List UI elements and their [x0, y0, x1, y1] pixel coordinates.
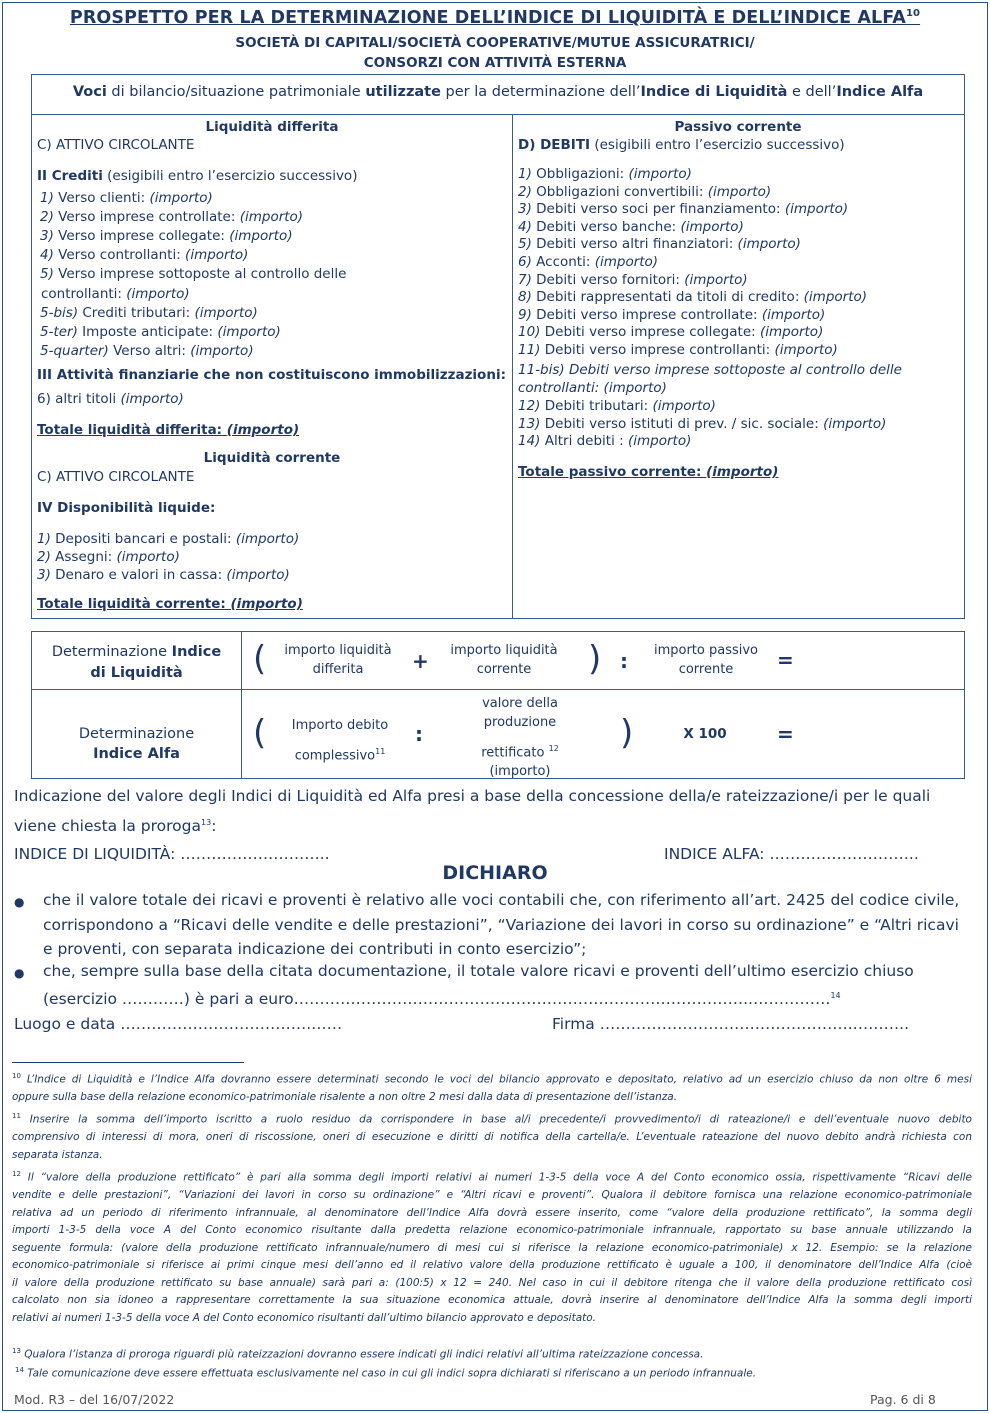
passivo-corrente-heading: Passivo corrente	[674, 119, 802, 135]
crediti-item-9: 5-quarter) Verso altri: (importo)	[40, 342, 254, 359]
footnote-12: $^{12}$ Il “valore della produzione rettificato” è pari alla somma degli importi relativi ai numeri 1-3-5 della voce A del Conto economico ossia, rispettivamente “Ricavi delle vendite e delle prestazioni”, “Variazioni dei lavori in corso su ordinazione” e “Altri ricavi e proventi”. Qualora il debitore fornisca una relazione economico-patrimoniale relativa ad un periodo di riferimento infrannuale, al denominatore dell’Indice Alfa dovrà essere inserito, come “valore della produzione rettificato”, la somma degli importi 1-3-5 della voce A del Conto economico risultante dalla predetta relazione economico-patrimoniale infrannuale, rapportato su base annuale utilizzando la seguente formula: (valore della produzione rettificato infrannuale/numero di mesi cui si riferisce la relazione economico-patrimoniale) x 12. Esempio: se la relazione economico-patrimoniale si riferisce ai primi cinque mesi dell’anno ed il relativo valore della produzione rettificato è uguale a 100, il denominatore dell’Indice Alfa (cioè il valore della produzione rettificato su base annuale) sarà pari a: (100:5) x 12 = 240. Nel caso in cui il debitore ritenga che il valore della produzione rettificato così calcolato non sia idoneo a rappresentare correttamente la sua situazione economica attuale, dovrà inserire al denominatore dell’Indice Alfa la somma degli importi relativi ai numeri 1-3-5 della voce A del Conto economico risultanti dall’ultimo bilancio approvato e depositato.	[12, 1170, 972, 1324]
equals-operator: =	[777, 648, 794, 672]
colon-operator-alfa: :	[415, 722, 423, 746]
debiti-item-7: 7) Debiti verso fornitori: (importo)	[518, 271, 748, 288]
debiti-item-1: 1) Obbligazioni: (importo)	[518, 166, 692, 182]
footer-mod: Mod. R3 – del 16/07/2022	[14, 1392, 175, 1407]
debiti-item-11bis-cont: controllanti: (importo)	[518, 380, 667, 396]
footnote-14: $^{14}$ Tale comunicazione deve essere effettuata esclusivamente nel caso in cui gli indici sopra dichiarati si riferiscano a un periodo infrannuale.	[15, 1366, 757, 1380]
indice-alfa-label: Determinazione Indice Alfa	[78, 726, 195, 762]
dichiaro-item-1-line-3: e proventi, con separata indicazione dei contributi in conto esercizio”;	[43, 940, 587, 958]
dichiaro-item-2-line-2[interactable]: (esercizio …………) è pari a euro……………………………………………………………………………..……………$^{14}$	[43, 990, 841, 1009]
disponibilita-item-3: 3) Denaro e valori in cassa: (importo)	[37, 567, 290, 583]
dichiaro-item-1-line-1: che il valore totale dei ricavi e proventi è relativo alle voci contabili che, con riferimento all’art. 2425 del codice civile,	[43, 891, 960, 909]
footer-page: Pag. 6 di 8	[870, 1392, 936, 1407]
disponibilita-item-1: 1) Depositi bancari e postali: (importo)	[37, 531, 300, 547]
dichiaro-item-2-line-1: che, sempre sulla base della citata documentazione, il totale valore ricavi e proventi dell’ultimo esercizio chiuso	[43, 962, 914, 980]
indicazione-text-2: viene chiesta la proroga$^{13}$:	[14, 817, 217, 836]
crediti-heading: II Crediti (esigibili entro l’esercizio successivo)	[37, 168, 358, 184]
disponibilita-item-2: 2) Assegni: (importo)	[37, 549, 180, 565]
plus-operator: +	[412, 649, 429, 673]
page-subtitle-2: CONSORZI CON ATTIVITÀ ESTERNA	[363, 55, 627, 71]
debiti-item-2: 2) Obbligazioni convertibili: (importo)	[518, 183, 772, 200]
debiti-item-11: 11) Debiti verso imprese controllanti: (importo)	[518, 342, 838, 358]
indicazione-text-1: Indicazione del valore degli Indici di Liquidità ed Alfa presi a base della concessione della/e rateizzazione/i per le quali	[14, 787, 931, 805]
importo-passivo-corrente: importo passivo corrente	[653, 643, 759, 677]
altri-titoli-item: 6) altri titoli (importo)	[37, 391, 184, 407]
footnote-10: $^{10}$ L’Indice di Liquidità e l’Indice Alfa dovranno essere determinati secondo le voci del bilancio approvato e depositato, relativo ad un esercizio chiuso da non oltre 6 mesi oppure sulla base della relazione economico-patrimoniale risalente a non oltre 2 mesi dalla data di presentazione dell’istanza.	[12, 1072, 972, 1103]
equals-operator-alfa: =	[777, 722, 794, 746]
debiti-item-8: 8) Debiti rappresentati da titoli di credito: (importo)	[518, 289, 868, 306]
debiti-item-b-3: 14) Altri debiti : (importo)	[518, 433, 692, 450]
debiti-item-b-1: 12) Debiti tributari: (importo)	[518, 398, 716, 414]
firma-field[interactable]: Firma ………………………………………….………..	[552, 1015, 909, 1033]
valore-produzione-rettificato: valore della produzione rettificato $^{12}$ (importo)	[481, 696, 559, 780]
importo-liquidita-differita: importo liquidità differita	[284, 643, 392, 677]
open-paren: (	[253, 639, 267, 679]
disponibilita-liquide-heading: IV Disponibilità liquide:	[37, 500, 216, 516]
close-paren-alfa: )	[620, 713, 634, 753]
indice-liquidita-label: Determinazione Indice di Liquidità	[51, 644, 222, 681]
crediti-item-8: 5-ter) Imposte anticipate: (importo)	[40, 323, 281, 340]
crediti-item-6: controllanti: (importo)	[41, 285, 190, 302]
debiti-item-11bis: 11-bis) Debiti verso imprese sottoposte al controllo delle	[518, 362, 902, 378]
x100-label: X 100	[683, 726, 727, 742]
debiti-item-5: 5) Debiti verso altri finanziatori: (importo)	[518, 236, 801, 253]
liquidita-differita-heading: Liquidità differita	[205, 119, 339, 135]
debiti-item-10: 10) Debiti verso imprese collegate: (importo)	[518, 324, 824, 341]
close-paren: )	[588, 639, 602, 679]
liquidita-corrente-heading: Liquidità corrente	[203, 450, 341, 466]
bullet-icon: ●	[14, 895, 25, 909]
indice-alfa-field[interactable]: INDICE ALFA: ………………………..	[664, 845, 919, 863]
debiti-heading: D) DEBITI (esigibili entro l’esercizio successivo)	[518, 137, 845, 153]
crediti-item-5: 5) Verso imprese sottoposte al controllo delle	[40, 266, 347, 283]
luogo-data-field[interactable]: Luogo e data ……………………………….……	[14, 1015, 343, 1033]
open-paren-alfa: (	[253, 713, 267, 753]
crediti-item-1: 1) Verso clienti: (importo)	[40, 190, 213, 206]
importo-liquidita-corrente: importo liquidità corrente	[450, 643, 558, 677]
dichiaro-item-1-line-2: corrispondono a “Ricavi delle vendite e delle prestazioni”, “Variazione dei lavori in corso su ordinazione” e “Altri ricavi	[43, 916, 959, 934]
footnote-separator	[12, 1062, 244, 1063]
crediti-item-2: 2) Verso imprese controllate: (importo)	[40, 209, 304, 226]
totale-passivo-corrente: Totale passivo corrente: (importo)	[518, 464, 779, 480]
debiti-item-b-2: 13) Debiti verso istituti di prev. / sic. sociale: (importo)	[518, 415, 887, 432]
debiti-item-9: 9) Debiti verso imprese controllate: (importo)	[518, 306, 826, 323]
crediti-item-4: 4) Verso controllanti: (importo)	[40, 247, 249, 264]
crediti-item-7: 5-bis) Crediti tributari: (importo)	[40, 304, 258, 321]
colon-operator: :	[620, 649, 628, 673]
crediti-item-3: 3) Verso imprese collegate: (importo)	[40, 228, 293, 245]
totale-liquidita-corrente: Totale liquidità corrente: (importo)	[37, 596, 303, 612]
debiti-item-4: 4) Debiti verso banche: (importo)	[518, 218, 744, 235]
table-header: Voci di bilancio/situazione patrimoniale utilizzate per la determinazione dell’Indice di Liquidità e dell’Indice Alfa	[72, 84, 924, 100]
totale-liquidita-differita: Totale liquidità differita: (importo)	[37, 422, 300, 438]
dichiaro-heading: DICHIARO	[442, 862, 548, 884]
debiti-item-6: 6) Acconti: (importo)	[518, 254, 659, 270]
page-title: PROSPETTO PER LA DETERMINAZIONE DELL’INDICE DI LIQUIDITÀ E DELL’INDICE ALFA$^{10}$	[69, 8, 921, 28]
attivo-circolante-2-heading: C) ATTIVO CIRCOLANTE	[37, 469, 195, 485]
attivita-finanziarie-heading: III Attività finanziarie che non costituiscono immobilizzazioni:	[37, 367, 506, 383]
debiti-item-3: 3) Debiti verso soci per finanziamento: (importo)	[518, 201, 849, 218]
bullet-icon: ●	[14, 966, 25, 980]
indice-liquidita-field[interactable]: INDICE DI LIQUIDITÀ: ………………………..	[14, 845, 330, 863]
page-subtitle-1: SOCIETÀ DI CAPITALI/SOCIETÀ COOPERATIVE/MUTUE ASSICURATRICI/	[235, 35, 755, 51]
footnote-13: $^{13}$ Qualora l’istanza di proroga riguardi più rateizzazioni dovranno essere indicati gli indici relativi all’ultima rateizzazione concessa.	[12, 1347, 704, 1361]
attivo-circolante-heading: C) ATTIVO CIRCOLANTE	[37, 137, 195, 153]
importo-debito-complessivo: Importo debito complessivo$^{11}$	[291, 718, 389, 764]
footnote-11: $^{11}$ Inserire la somma dell’importo iscritto a ruolo residuo da corrispondere in base al/i precedente/i provvedimento/i di rateazione/i e dell’eventuale nuovo debito comprensivo di interessi di mora, oneri di riscossione, oneri di esecuzione e diritti di notifica della cartella/e. L’eventuale rateazione del nuovo debito andrà richiesta con separata istanza.	[12, 1112, 972, 1161]
